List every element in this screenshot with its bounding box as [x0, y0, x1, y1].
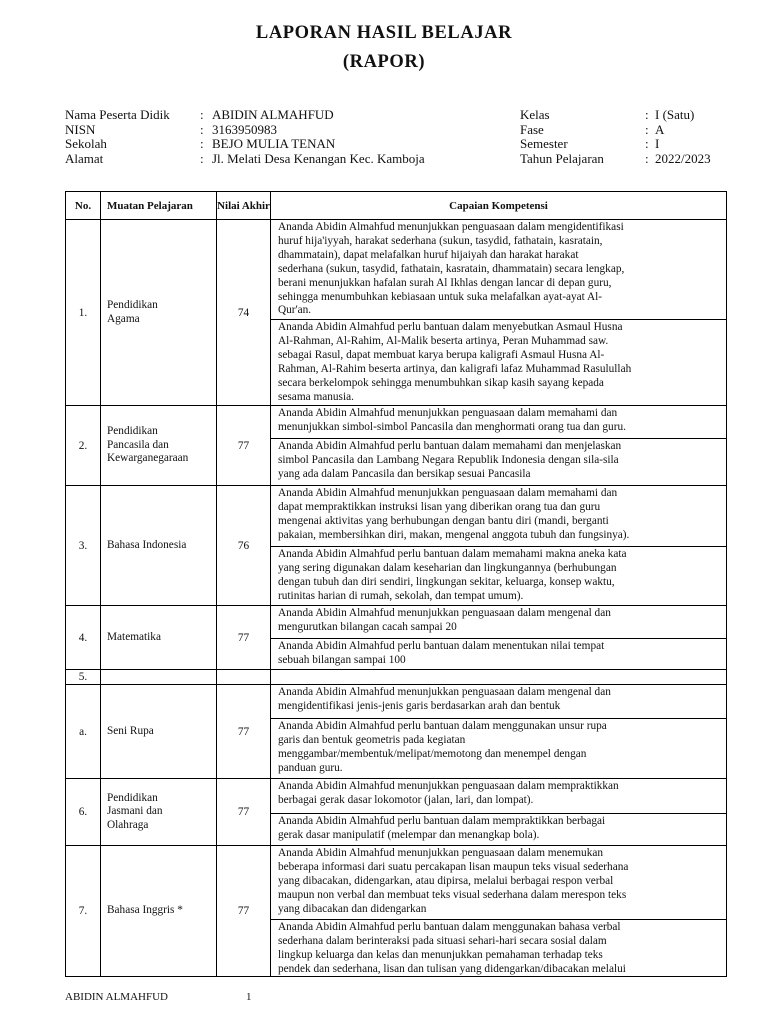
competency-needs-help: Ananda Abidin Almahfud perlu bantuan dalam menggunakan unsur rupa garis dan bentuk geometris pada kegiatan menggambar/membentuk/melipat/memotong dan menempel dengan panduan guru. [271, 718, 726, 778]
competency-needs-help: Ananda Abidin Almahfud perlu bantuan dalam memahami dan menjelaskan simbol Pancasila dan Lambang Negara Republik Indonesia dengan sila-sila yang ada dalam Pancasila dan bersikap sesuai Pancasila [271, 438, 726, 485]
row-score: 77 [217, 606, 271, 670]
row-subject: Pendidikan Jasmani dan Olahraga [101, 779, 217, 846]
table-row [66, 606, 727, 670]
info-label: Tahun Pelajaran [520, 150, 604, 166]
school-value: BEJO MULIA TENAN [212, 136, 336, 151]
row-score: 76 [217, 486, 271, 606]
table-row [66, 685, 727, 779]
row-subject: Seni Rupa [101, 685, 217, 779]
row-number: 4. [66, 606, 101, 670]
info-label: NISN [65, 121, 96, 137]
grades-table [65, 191, 727, 977]
competency-needs-help: Ananda Abidin Almahfud perlu bantuan dalam menggunakan bahasa verbal sederhana dalam berinteraksi pada situasi sehari-hari secara sosial dalam lingkup keluarga dan kelas dan menunjukkan pemahaman terhadap teks pendek dan sederhana, lisan dan tulisan yang didengarkan/dibacakan melalui [271, 919, 726, 976]
info-row-address [65, 152, 425, 167]
info-separator: : [645, 150, 649, 166]
info-separator: : [200, 121, 204, 137]
competency-mastery: Ananda Abidin Almahfud menunjukkan penguasaan dalam memahami dan menunjukkan simbol-simbol Pancasila dan menghormati orang tua dan guru. [278, 407, 626, 433]
table-row [66, 486, 727, 606]
header-competency: Capaian Kompetensi [271, 192, 727, 220]
row-score: 74 [217, 220, 271, 406]
info-row-school [65, 137, 425, 152]
row-competency [271, 846, 727, 977]
info-row-academic-year [520, 152, 711, 167]
footer-page-number: 1 [246, 991, 252, 1003]
semester-value: I [655, 136, 660, 151]
row-subject: Pendidikan Agama [101, 220, 217, 406]
nisn-value: 3163950983 [212, 121, 277, 137]
row-competency [271, 486, 727, 606]
competency-mastery: Ananda Abidin Almahfud menunjukkan penguasaan dalam menemukan beberapa informasi dari suatu percakapan lisan maupun teks visual sederhana yang dibacakan, didengarkan, atau dipirsa, melalui berbagai respon verbal maupun non verbal dan membuat teks visual sederhana dalam merespon teks yang dibacakan dan didengarkan [278, 847, 629, 915]
table-row [66, 846, 727, 977]
row-number: 3. [66, 486, 101, 606]
info-row-phase [520, 123, 711, 138]
footer-student-name: ABIDIN ALMAHFUD [65, 991, 168, 1003]
info-row-class [520, 108, 711, 123]
row-score: 77 [217, 685, 271, 779]
info-label: Alamat [65, 150, 104, 166]
row-score: 77 [217, 846, 271, 977]
row-score: 77 [217, 406, 271, 486]
phase-value: A [655, 121, 665, 137]
report-subtitle: (RAPOR) [342, 52, 426, 72]
report-title: LAPORAN HASIL BELAJAR [255, 23, 513, 43]
row-competency [271, 220, 727, 406]
table-row [66, 406, 727, 486]
row-subject: Bahasa Inggris * [101, 846, 217, 977]
header-subject: Muatan Pelajaran [101, 192, 217, 220]
table-header-row [66, 192, 727, 220]
row-subject: Bahasa Indonesia [101, 486, 217, 606]
header-no: No. [66, 192, 101, 220]
table-row [66, 670, 727, 685]
competency-mastery: Ananda Abidin Almahfud menunjukkan penguasaan dalam mengidentifikasi huruf hija'iyyah, harakat sederhana (sukun, tasydid, fathatain, kasratain, dhammatain), dapat melafalkan huruf hijaiyah dan harakat harakat sederhana (sukun, tasydid, fathatain, kasratain, dhammatain) secara lengkap, berani menunjukkan hafalan surah Al Ikhlas dengan lancar di depan guru, sehingga menumbuhkan kebiasaan untuk suka melafalkan ayat-ayat Al- Qur'an. [278, 221, 625, 317]
row-subject [101, 670, 217, 685]
student-info-left [65, 108, 425, 166]
row-competency [271, 779, 727, 846]
row-number: 7. [66, 846, 101, 977]
info-label: Semester [520, 136, 568, 151]
info-separator: : [200, 136, 204, 151]
row-competency [271, 670, 727, 685]
address-value: Jl. Melati Desa Kenangan Kec. Kamboja [212, 150, 425, 166]
info-label: Kelas [520, 107, 550, 122]
academic-year-value: 2022/2023 [655, 150, 711, 166]
competency-needs-help: Ananda Abidin Almahfud perlu bantuan dalam mempraktikkan berbagai gerak dasar manipulatif (melempar dan menangkap bola). [271, 813, 726, 845]
info-row-name [65, 108, 425, 123]
competency-mastery: Ananda Abidin Almahfud menunjukkan penguasaan dalam mengenal dan mengidentifikasi jenis-jenis garis berdasarkan arah dan bentuk [278, 686, 611, 712]
info-label: Nama Peserta Didik [65, 107, 170, 122]
row-score: 77 [217, 779, 271, 846]
competency-needs-help: Ananda Abidin Almahfud perlu bantuan dalam menentukan nilai tempat sebuah bilangan sampai 100 [271, 638, 726, 669]
row-number: 1. [66, 220, 101, 406]
row-subject: Pendidikan Pancasila dan Kewarganegaraan [101, 406, 217, 486]
info-row-nisn [65, 123, 425, 138]
table-row [66, 779, 727, 846]
header-score: Nilai Akhir [217, 192, 271, 220]
student-info-right [520, 108, 711, 166]
info-label: Fase [520, 121, 544, 137]
info-label: Sekolah [65, 136, 107, 151]
competency-mastery: Ananda Abidin Almahfud menunjukkan penguasaan dalam mengenal dan mengurutkan bilangan cacah sampai 20 [278, 607, 611, 633]
info-separator: : [645, 107, 649, 122]
info-row-semester [520, 137, 711, 152]
row-subject: Matematika [101, 606, 217, 670]
row-number: 6. [66, 779, 101, 846]
row-score [217, 670, 271, 685]
row-competency [271, 606, 727, 670]
competency-needs-help: Ananda Abidin Almahfud perlu bantuan dalam menyebutkan Asmaul Husna Al-Rahman, Al-Rahim, Al-Malik beserta artinya, Peran Muhammad saw. sebagai Rasul, dapat membuat karya berupa kaligrafi Asmaul Husna Al- Rahman, Al-Rahim beserta artinya, dan kaligrafi lafaz Muhammad Rasulullah secara berkelompok sehingga menumbuhkan sikap kasih sayang kepada sesama manusia. [271, 319, 726, 405]
info-separator: : [645, 136, 649, 151]
row-number: a. [66, 685, 101, 779]
competency-mastery: Ananda Abidin Almahfud menunjukkan penguasaan dalam mempraktikkan berbagai gerak dasar lokomotor (jalan, lari, dan lompat). [278, 780, 619, 806]
row-competency [271, 406, 727, 486]
row-number: 5. [66, 670, 101, 685]
table-row [66, 220, 727, 406]
info-separator: : [645, 121, 649, 137]
student-name-value: ABIDIN ALMAHFUD [212, 107, 334, 122]
row-number: 2. [66, 406, 101, 486]
competency-mastery: Ananda Abidin Almahfud menunjukkan penguasaan dalam memahami dan dapat mempraktikkan instruksi lisan yang diberikan orang tua dan guru mengenai aktivitas yang berhubungan dengan bantu diri (mandi, berganti pakaian, membersihkan diri, makan, mengenal anggota tubuh dan fungsinya). [278, 487, 630, 541]
row-competency [271, 685, 727, 779]
info-separator: : [200, 107, 204, 122]
competency-needs-help: Ananda Abidin Almahfud perlu bantuan dalam memahami makna aneka kata yang sering digunakan dalam keseharian dan lingkungannya (berhubungan dengan tubuh dan diri sendiri, lingkungan sekitar, keluarga, konsep waktu, rutinitas harian di rumah, sekolah, dan tempat umum). [271, 546, 726, 605]
info-separator: : [200, 150, 204, 166]
class-value: I (Satu) [655, 107, 695, 122]
